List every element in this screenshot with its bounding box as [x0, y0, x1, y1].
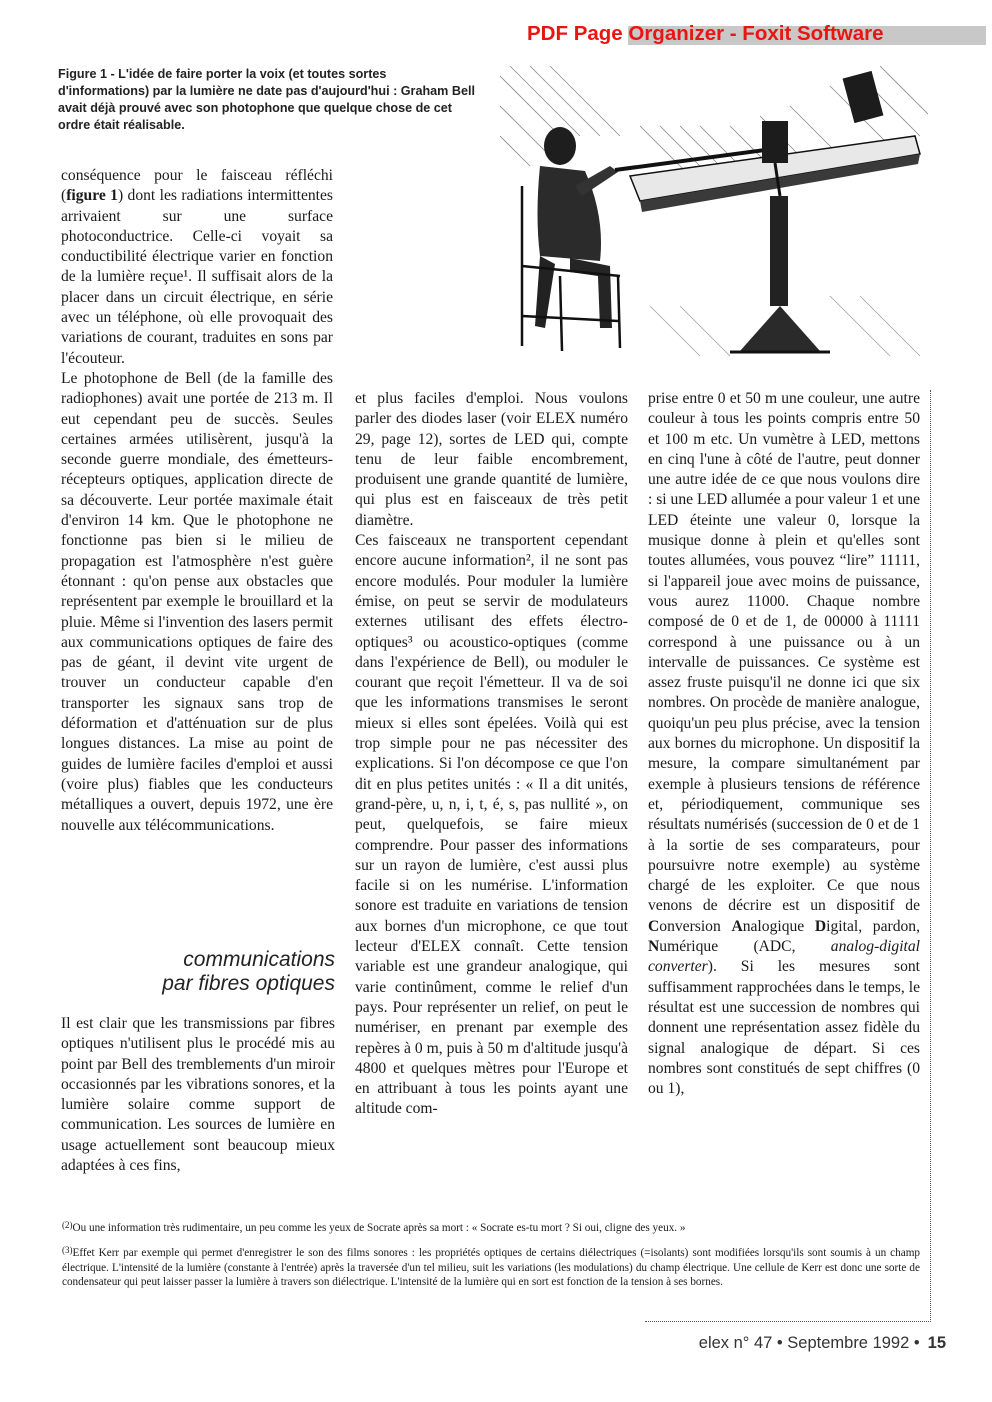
footnotes — [62, 1218, 920, 1298]
paragraph: Ces faisceaux ne transportent cependant encore aucune information², il ne sont pas encore modulés. Pour moduler la lumière émise, on peut se servir de modulateurs externes utilisant des effets électro-optiques³ ou acoustico-optiques (comme dans l'expérience de Bell), ou moduler le courant que reçoit l'émetteur. Il va de soi que les informations transmises le seront mieux si elles sont épelées. Voilà qui est trop simple pour ne pas nécessiter des explications. Si l'on décompose ce que l'on dit en plus petites unités : « Il a dit unités, grand-père, u, n, i, t, é, s, pas nullité », on peut, quelquefois, se faire mieux comprendre. Pour passer des informations sur un rayon de lumière, c'est aussi plus facile si on les numérise. L'information sonore est traduite en variations de tension aux bornes d'un microphone, ce que tout lecteur d'ELEX connaît. Cette tension variable est une grandeur analogique, qui varie continûment, comme le relief d'un pays. Pour représenter un relief, on peut le numériser, en prenant par exemple des repères à 0 m, puis à 50 m d'altitude jusqu'à 4800 et quelques mètres pour l'Europe et en attribuant à tous les points ayant une altitude com- — [355, 532, 628, 1118]
column-1-bottom — [61, 1014, 335, 1176]
paragraph: Le photophone de Bell (de la famille des radiophones) avait une portée de 213 m. Il eut cependant peu de succès. Seules certaines armées utilisèrent, jusqu'à la seconde guerre mondiale, des émetteurs-récepteurs optiques, application directe de sa découverte. Leur portée maximale était d'environ 14 km. Que le photophone ne fonctionne pas bien si le milieu de propagation est l'atmosphère n'est guère étonnant : qu'on pense aux obstacles que représentent par exemple le brouillard et la pluie. Même si l'invention des lasers permit aux communications optiques de faire des pas de géant, il devint vite urgent de trouver un conducteur capable d'en transporter les signaux sans trop de déformation et d'atténuation sur de plus longues distances. La mise au point de guides de lumière faciles d'emploi et aussi (voire plus) fiables que les conducteurs métalliques a ouvert, depuis 1972, une ère nouvelle aux télécommunications. — [61, 369, 333, 834]
figure-caption: Figure 1 - L'idée de faire porter la voix (et toutes sortes d'informations) par la lumière ne date pas d'aujourd'hui : Graham Bell avait déjà prouvé avec son photophone que quelque chose de cet ordre était réalisable. — [58, 67, 475, 132]
figure-reference: figure 1 — [66, 187, 118, 205]
column-1-top — [61, 166, 333, 836]
dotted-border-horizontal — [645, 1321, 931, 1322]
photophone-illustration — [500, 66, 928, 358]
column-2 — [355, 389, 628, 1120]
dotted-border-vertical — [930, 390, 931, 1320]
page-number: 15 — [927, 1334, 946, 1352]
paragraph: et plus faciles d'emploi. Nous voulons parler des diodes laser (voir ELEX numéro 29, page 12), sortes de LED qui, compte tenu de leur faible encombrement, produisent une grande quantité de lumière, qui plus est en faisceaux de très petit diamètre. — [355, 390, 628, 529]
issue-info: elex n° 47 • Septembre 1992 • — [698, 1334, 920, 1352]
watermark: PDF Page Organizer - Foxit Software — [527, 22, 884, 45]
paragraph: conséquence pour le faisceau réfléchi (figure 1) dont les radiations intermittentes arrivaient sur une surface photoconductrice. Celle-ci voyait sa conductibilité électrique varier en fonction de la lumière reçue¹. Il suffisait alors de la placer dans un circuit électrique, en série avec un téléphone, où elle provoquait des variations de courant, traduites en sons par l'écouteur. — [61, 167, 333, 367]
footnote-3: $^{(3)}$Effet Kerr par exemple qui permet d'enregistrer le son des films sonores : les propriétés optiques de certains diélectriques (=isolants) sont modifiées lorsqu'ils sont soumis à un champ électrique. L'intensité de la lumière (constante à l'entrée) après la traversée d'un tel milieu, suit les variations (les modulations) du champ électrique. Une cellule de Kerr est donc une sorte de condensateur qui peut laisser passer la lumière à travers son diélectrique. L'intensité de la lumière qui en sort est fonction de la tension à ses bornes. — [62, 1245, 920, 1289]
paragraph: prise entre 0 et 50 m une couleur, une autre couleur à tous les points compris entre 50 et 100 m etc. Un vumètre à LED, mettons en cinq l'une à côté de l'autre, peut donner une autre idée de ce que nous voulons dire : si une LED allumée a pour valeur 1 et une LED éteinte une valeur 0, lorsque la musique donne à plein et qu'elles sont toutes allumées, vous pouvez “lire” 11111, si l'appareil joue avec moins de puissance, vous aurez 11000. Chaque nombre composé de 0 et de 1, de 00000 à 11111 correspond à une puissance ou à un intervalle de puissances. Ce système est assez fruste puisqu'il ne donne ici que six nombres. On procède de manière analogue, quoiqu'un peu plus précise, avec la tension aux bornes du microphone. Un dispositif la mesure, la compare simultanément par exemple à plusieurs tensions de référence et, périodiquement, communique ses résultats numérisés (succession de 0 et de 1 à la sortie de ses comparateurs, pour poursuivre notre exemple) au système chargé de les exploiter. Ce que nous venons de décrire est un dispositif de Conversion Analogique Digital, pardon, Numérique (ADC, analog-digital converter). Si les mesures sont suffisamment rapprochées dans le temps, le résultat est une succession de nombres qui donnent une représentation assez fidèle du signal analogique de départ. Si ces nombres sont constitués de sept chiffres (0 ou 1), — [648, 390, 921, 1098]
section-heading: communications par fibres optiques — [162, 948, 335, 995]
paragraph: Il est clair que les transmissions par fibres optiques n'utilisent plus le procédé mis au point par Bell des tremblements d'un miroir occasionnés par les vibrations sonores, et la lumière solaire comme support de communication. Les sources de lumière en usage actuellement sont beaucoup mieux adaptées à ces fins, — [61, 1015, 335, 1175]
column-3 — [648, 389, 920, 1099]
page-footer — [699, 1334, 946, 1353]
footnote-2: $^{(2)}$Ou une information très rudimentaire, un peu comme les yeux de Socrate après sa mort : « Socrate es-tu mort ? Si oui, cligne des yeux. » — [62, 1220, 686, 1234]
